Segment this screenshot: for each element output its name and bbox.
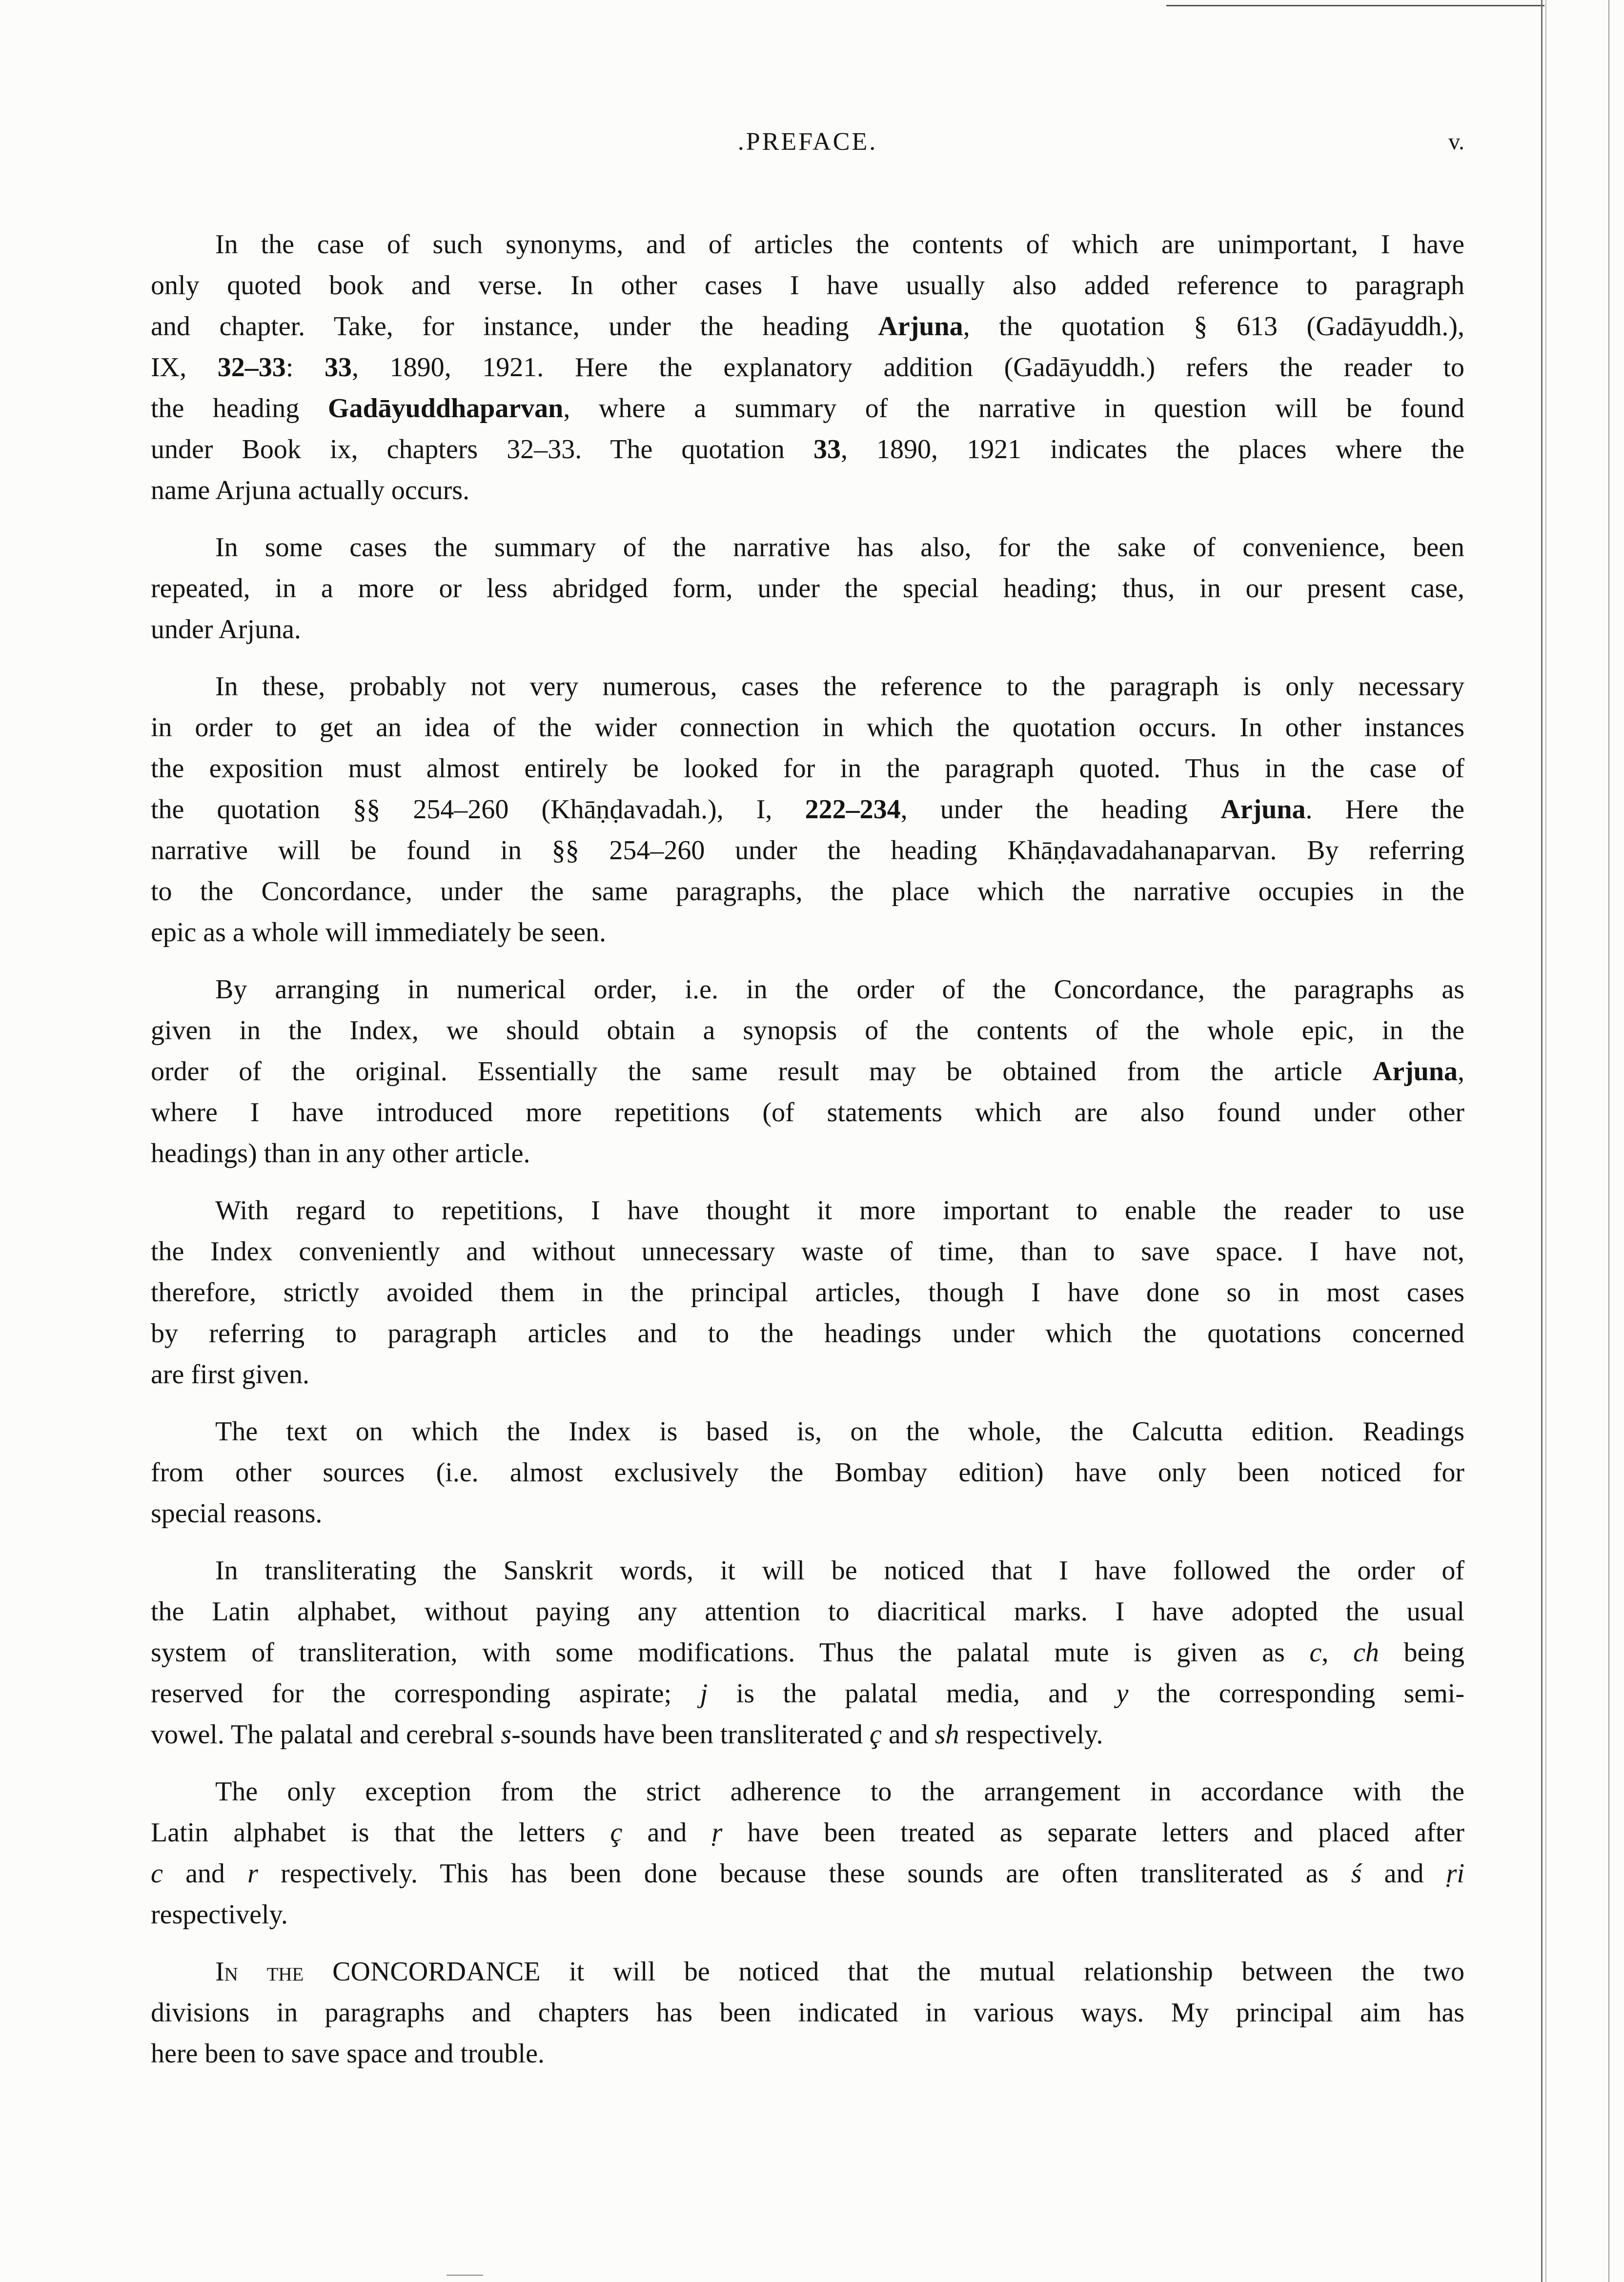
text-segment: name Arjuna actually occurs. [151,475,470,505]
text-line [151,666,1464,707]
text-segment: CONCORDANCE it will be noticed that the mutual relationship between the two [304,1957,1464,1987]
text-line [151,830,1464,871]
text-line [151,1452,1464,1493]
text-segment: IX, [151,352,218,383]
text-line [151,1313,1464,1354]
text-line [151,1092,1464,1133]
text-segment: order of the original. Essentially the same result may be obtained from the article [151,1056,1373,1087]
text-segment: special reasons. [151,1498,323,1529]
text-segment: the quotation §§ 254–260 (Khāṇḍavadah.), I, [151,794,805,825]
text-segment: , where a summary of the narrative in question will be found [563,393,1464,424]
text-segment: respectively. This has been done because these sounds are often transliterated as [258,1858,1351,1889]
text-segment: to the Concordance, under the same paragraphs, the place which the narrative occupies in the [151,876,1464,907]
text-segment: by referring to paragraph articles and to the headings under which the quotations concerned [151,1318,1464,1349]
text-segment: In transliterating the Sanskrit words, it will be noticed that I have followed the order of [215,1555,1464,1586]
bold-text: 33 [324,352,352,383]
scan-border-line [1166,5,1544,6]
text-segment: the corresponding semi- [1128,1678,1464,1709]
scan-border-line [1608,0,1609,2282]
text-segment: -sounds have been transliterated [511,1719,870,1750]
text-segment: With regard to repetitions, I have thought it more important to enable the reader to use [215,1195,1464,1226]
text-line [151,707,1464,748]
text-segment: where I have introduced more repetitions (of statements which are also found under other [151,1097,1464,1128]
text-segment: headings) than in any other article. [151,1138,530,1169]
text-segment: under Book ix, chapters 32–33. The quotation [151,434,813,464]
text-segment: . Here the [1305,794,1464,825]
page-header [151,121,1464,162]
text-line [151,912,1464,953]
text-segment: divisions in paragraphs and chapters has been indicated in various ways. My principal aim has [151,1998,1464,2028]
text-line [151,1133,1464,1174]
text-segment: system of transliteration, with some modifications. Thus the palatal mute is given as [151,1637,1310,1668]
small-caps-text: In the [215,1957,304,1987]
text-segment: given in the Index, we should obtain a synopsis of the contents of the whole epic, in the [151,1015,1464,1046]
text-segment: being [1379,1637,1464,1668]
text-line [151,871,1464,912]
text-segment: is the palatal media, and [708,1678,1116,1709]
bold-text: 32–33 [217,352,286,383]
text-segment: in order to get an idea of the wider connection in which the quotation occurs. In other instances [151,712,1464,743]
text-segment: vowel. The palatal and cerebral [151,1719,501,1750]
italic-text: ṛi [1446,1858,1465,1889]
scan-speck [447,2275,483,2276]
text-line [151,1051,1464,1092]
text-line [151,969,1464,1010]
text-segment: are first given. [151,1359,309,1390]
paragraph [151,666,1464,953]
text-segment: By arranging in numerical order, i.e. in the order of the Concordance, the paragraphs as [215,974,1464,1005]
italic-text: ś [1351,1858,1362,1889]
text-segment: the exposition must almost entirely be looked for in the paragraph quoted. Thus in the case of [151,753,1464,784]
page-title: .PREFACE. [737,128,878,156]
italic-text: ç [870,1719,882,1750]
text-line [151,1591,1464,1632]
text-segment: narrative will be found in §§ 254–260 under the heading Khāṇḍavadahanaparvan. By referring [151,835,1464,866]
text-segment: The only exception from the strict adherence to the arrangement in accordance with the [215,1777,1464,1807]
text-line [151,1951,1464,1992]
italic-text: r [247,1858,258,1889]
text-line [151,1714,1464,1755]
text-line [151,748,1464,789]
italic-text: ch [1353,1637,1379,1668]
text-segment: , 1890, 1921 indicates the places where the [840,434,1464,464]
text-line [151,1894,1464,1935]
italic-text: j [700,1678,708,1709]
text-segment: from other sources (i.e. almost exclusively the Bombay edition) have only been noticed for [151,1457,1464,1488]
bold-text: Arjuna [1372,1056,1458,1087]
paragraph [151,1550,1464,1755]
text-line [151,1673,1464,1714]
text-segment: only quoted book and verse. In other cases I have usually also added reference to paragraph [151,270,1464,301]
text-line [151,568,1464,609]
bold-text: Arjuna [1220,794,1306,825]
text-segment: and [1361,1858,1446,1889]
text-segment: The text on which the Index is based is, on the whole, the Calcutta edition. Readings [215,1416,1464,1447]
scan-border-line [1545,0,1546,2282]
text-segment: , the quotation § 613 (Gadāyuddh.), [963,311,1464,342]
text-segment: the Index conveniently and without unnecessary waste of time, than to save space. I have not, [151,1236,1464,1267]
italic-text: ç [610,1818,623,1848]
italic-text: y [1116,1678,1129,1709]
text-segment: under Arjuna. [151,614,301,645]
text-segment: , under the heading [900,794,1221,825]
text-segment: and [622,1818,712,1848]
italic-text: c [1309,1637,1322,1668]
text-line [151,347,1464,388]
text-segment: here been to save space and trouble. [151,2039,545,2069]
paragraph [151,1951,1464,2074]
paragraph [151,527,1464,650]
text-line [151,2033,1464,2074]
text-line [151,609,1464,650]
text-line [151,1493,1464,1534]
text-segment: the heading [151,393,328,424]
text-segment: reserved for the corresponding aspirate; [151,1678,700,1709]
page-number: v. [1448,129,1464,155]
paragraph [151,1190,1464,1395]
text-segment: respectively. [959,1719,1103,1750]
text-segment: respectively. [151,1899,288,1930]
text-segment: : [285,352,325,383]
text-line [151,1272,1464,1313]
text-segment: and [881,1719,935,1750]
paragraph [151,1411,1464,1534]
text-segment: have been treated as separate letters and placed after [722,1818,1465,1848]
text-line [151,1992,1464,2033]
text-segment: therefore, strictly avoided them in the principal articles, though I have done so in most cases [151,1277,1464,1308]
bold-text: 33 [813,434,841,464]
text-line [151,1010,1464,1051]
text-line [151,429,1464,470]
text-line [151,1411,1464,1452]
text-segment: the Latin alphabet, without paying any attention to diacritical marks. I have adopted the usual [151,1596,1464,1627]
text-line [151,1550,1464,1591]
bold-text: Gadāyuddhaparvan [327,393,564,424]
text-segment: In some cases the summary of the narrative has also, for the sake of convenience, been [215,532,1464,563]
text-line [151,1231,1464,1272]
text-segment: In the case of such synonyms, and of articles the contents of which are unimportant, I have [215,229,1464,260]
text-line [151,527,1464,568]
text-segment: , 1890, 1921. Here the explanatory addition (Gadāyuddh.) refers the reader to [351,352,1464,383]
text-line [151,224,1464,265]
text-line [151,1812,1464,1853]
text-line [151,789,1464,830]
scan-border-line [1541,0,1543,2282]
text-line [151,1354,1464,1395]
paragraph [151,1771,1464,1935]
text-segment: and chapter. Take, for instance, under the heading [151,311,878,342]
bold-text: 222–234 [805,794,901,825]
italic-text: ṛ [711,1818,723,1848]
text-line [151,1632,1464,1673]
preface-body [151,224,1464,2090]
text-segment: , [1458,1056,1464,1087]
text-line [151,1771,1464,1812]
paragraph [151,969,1464,1174]
text-line [151,388,1464,429]
italic-text: sh [934,1719,959,1750]
text-line [151,470,1464,511]
bold-text: Arjuna [878,311,963,342]
text-segment: , [1321,1637,1354,1668]
italic-text: s [501,1719,512,1750]
italic-text: c [151,1858,163,1889]
text-segment: repeated, in a more or less abridged form, under the special heading; thus, in our present case, [151,573,1464,604]
text-line [151,1853,1464,1894]
text-segment: and [162,1858,248,1889]
text-line [151,265,1464,306]
text-line [151,306,1464,347]
text-line [151,1190,1464,1231]
paragraph [151,224,1464,511]
text-segment: In these, probably not very numerous, cases the reference to the paragraph is only necessary [215,671,1464,702]
text-segment: epic as a whole will immediately be seen. [151,917,607,948]
text-segment: Latin alphabet is that the letters [151,1818,610,1848]
